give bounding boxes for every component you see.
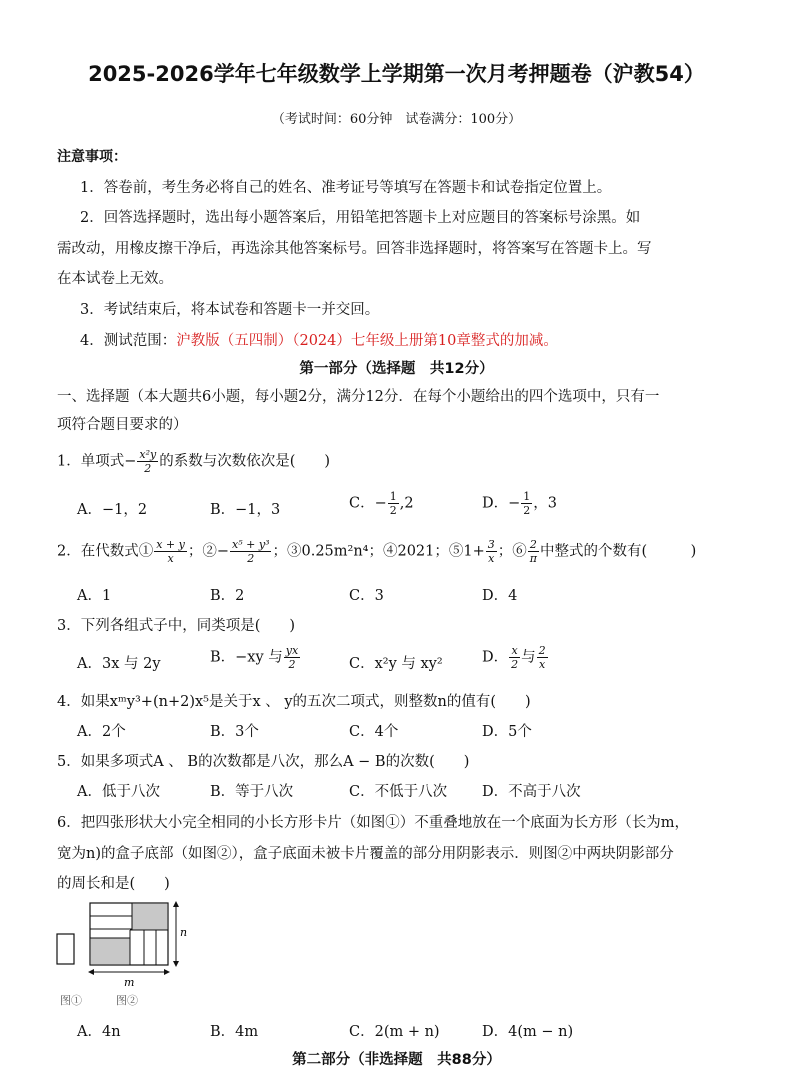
q1-d-post: ，3 — [533, 495, 558, 512]
q2-option-d[interactable]: D．4 — [482, 588, 518, 604]
q5-option-b[interactable]: B．等于八次 — [210, 784, 294, 800]
q2-f4-den: π — [529, 552, 537, 565]
q6-stem-line1: 6．把四张形状大小完全相同的小长方形卡片（如图①）不重叠地放在一个底面为长方形（长为m， — [57, 815, 689, 831]
note-3: 3．考试结束后，将本试卷和答题卡一并交回。 — [80, 302, 380, 318]
q2-f1-num: x + y — [156, 538, 185, 551]
q2-f2-den: 2 — [247, 552, 255, 565]
q1-d-num: 1 — [523, 490, 531, 503]
q4-option-b[interactable]: B．3个 — [210, 724, 259, 740]
q3-b-pre: B．−xy 与 — [210, 649, 283, 666]
fig2-shaded-bottom — [90, 938, 130, 965]
q4-option-c[interactable]: C．4个 — [349, 724, 399, 740]
q6-stem-line2: 宽为n)的盒子底部（如图②），盒子底面未被卡片覆盖的部分用阴影表示．则图②中两块阴影部分 — [57, 846, 674, 862]
q3-option-d[interactable] — [482, 644, 549, 671]
q2-f4-num: 2 — [528, 538, 539, 552]
q2-stem-3: ；③0.25m²n⁴；④2021；⑤1+ — [272, 543, 485, 560]
label-n: n — [180, 926, 188, 939]
section-heading-line2: 项符合题目要求的） — [57, 417, 188, 433]
q1-stem-pre: 1．单项式− — [57, 453, 137, 470]
fig1-card — [57, 934, 74, 964]
q5-option-d[interactable]: D．不高于八次 — [482, 784, 581, 800]
part1-title: 第一部分（选择题 共12分） — [299, 361, 494, 377]
exam-subtitle: （考试时间：60分钟 试卷满分：100分） — [271, 112, 522, 127]
q3-d-f1-den: 2 — [511, 658, 519, 671]
exam-title: 2025-2026学年七年级数学上学期第一次月考押题卷（沪教54） — [88, 62, 705, 86]
fig2-shaded-top — [132, 903, 168, 930]
q1-option-a[interactable]: A．−1，2 — [77, 502, 148, 518]
q2-f3-den: x — [488, 552, 495, 565]
q2-stem-4: ；⑥ — [497, 543, 527, 560]
label-m: m — [124, 976, 135, 989]
q6-option-b[interactable]: B．4m — [210, 1024, 259, 1040]
q1-d-pre: D．− — [482, 495, 521, 512]
q1-frac-num: x²y — [139, 448, 157, 461]
q3-stem: 3．下列各组式子中，同类项是( ) — [57, 618, 296, 634]
fig1-caption: 图① — [60, 994, 82, 1007]
q3-d-f2-den: x — [539, 658, 546, 671]
q1-stem-post: 的系数与次数依次是( ) — [159, 453, 331, 470]
q6-stem-line3: 的周长和是( ) — [57, 876, 170, 892]
q2-f2-num: x⁵ + y³ — [232, 538, 270, 551]
q3-d-mid: 与 — [521, 649, 536, 666]
q3-d-f1-num: x — [509, 644, 520, 658]
note-4 — [80, 329, 558, 350]
q3-d-f2-num: 2 — [538, 644, 546, 657]
q1-c-den: 2 — [389, 504, 397, 517]
q1-c-num: 1 — [389, 490, 397, 503]
q6-option-c[interactable]: C．2(m + n) — [349, 1024, 440, 1040]
q1-c-pre: C．− — [349, 495, 387, 512]
part2-title: 第二部分（非选择题 共88分） — [292, 1052, 501, 1068]
q1-frac-den: 2 — [144, 462, 152, 475]
notes-heading: 注意事项： — [57, 149, 127, 165]
note-2-line3: 在本试卷上无效。 — [57, 271, 173, 287]
q6-figure — [52, 896, 192, 1012]
q2-option-b[interactable]: B．2 — [210, 588, 245, 604]
q4-stem: 4．如果xᵐy³+(n+2)x⁵是关于x 、 y的五次二项式，则整数n的值有( ) — [57, 694, 531, 710]
q5-option-a[interactable]: A．低于八次 — [77, 784, 160, 800]
q4-option-d[interactable]: D．5个 — [482, 724, 532, 740]
q2-f3-num: 3 — [487, 538, 495, 551]
fig2-caption: 图② — [116, 994, 138, 1007]
q2-stem-1: 2．在代数式① — [57, 543, 154, 560]
q3-option-b[interactable] — [210, 644, 301, 671]
q1-d-den: 2 — [523, 504, 531, 517]
q3-b-den: 2 — [288, 658, 296, 671]
section-heading-line1: 一、选择题（本大题共6小题，每小题2分，满分12分．在每个小题给出的四个选项中，只有一 — [57, 389, 660, 405]
q2-stem-5: 中整式的个数有( ) — [540, 543, 697, 560]
q3-option-a[interactable]: A．3x 与 2y — [77, 656, 161, 672]
q4-option-a[interactable]: A．2个 — [77, 724, 126, 740]
q3-option-c[interactable]: C．x²y 与 xy² — [349, 656, 443, 672]
q1-option-b[interactable]: B．−1，3 — [210, 502, 281, 518]
q2-f1-den: x — [167, 552, 174, 565]
q2-stem-2: ；②− — [187, 543, 230, 560]
note-2-line2: 需改动，用橡皮擦干净后，再选涂其他答案标号。回答非选择题时，将答案写在答题卡上。写 — [57, 241, 652, 257]
note-2-line1: 2．回答选择题时，选出每小题答案后，用铅笔把答题卡上对应题目的答案标号涂黑。如 — [80, 210, 641, 226]
q3-b-num: yx — [285, 644, 299, 657]
q2-stem — [57, 538, 696, 565]
q2-option-a[interactable]: A．1 — [77, 588, 112, 604]
q1-option-d[interactable] — [482, 490, 557, 517]
q6-option-d[interactable]: D．4(m − n) — [482, 1024, 574, 1040]
q5-option-c[interactable]: C．不低于八次 — [349, 784, 448, 800]
note-4-scope: 沪教版（五四制）（2024）七年级上册第10章整式的加减。 — [176, 333, 558, 349]
q3-d-pre: D． — [482, 649, 509, 666]
q1-option-c[interactable] — [349, 490, 414, 517]
q1-stem — [57, 448, 330, 475]
q6-option-a[interactable]: A．4n — [77, 1024, 121, 1040]
q2-option-c[interactable]: C．3 — [349, 588, 384, 604]
q5-stem: 5．如果多项式A 、 B的次数都是八次，那么A − B的次数( ) — [57, 754, 470, 770]
q1-c-post: ,2 — [399, 495, 414, 512]
note-1: 1．答卷前，考生务必将自己的姓名、准考证号等填写在答题卡和试卷指定位置上。 — [80, 180, 612, 196]
note-4-prefix: 4．测试范围： — [80, 333, 177, 349]
